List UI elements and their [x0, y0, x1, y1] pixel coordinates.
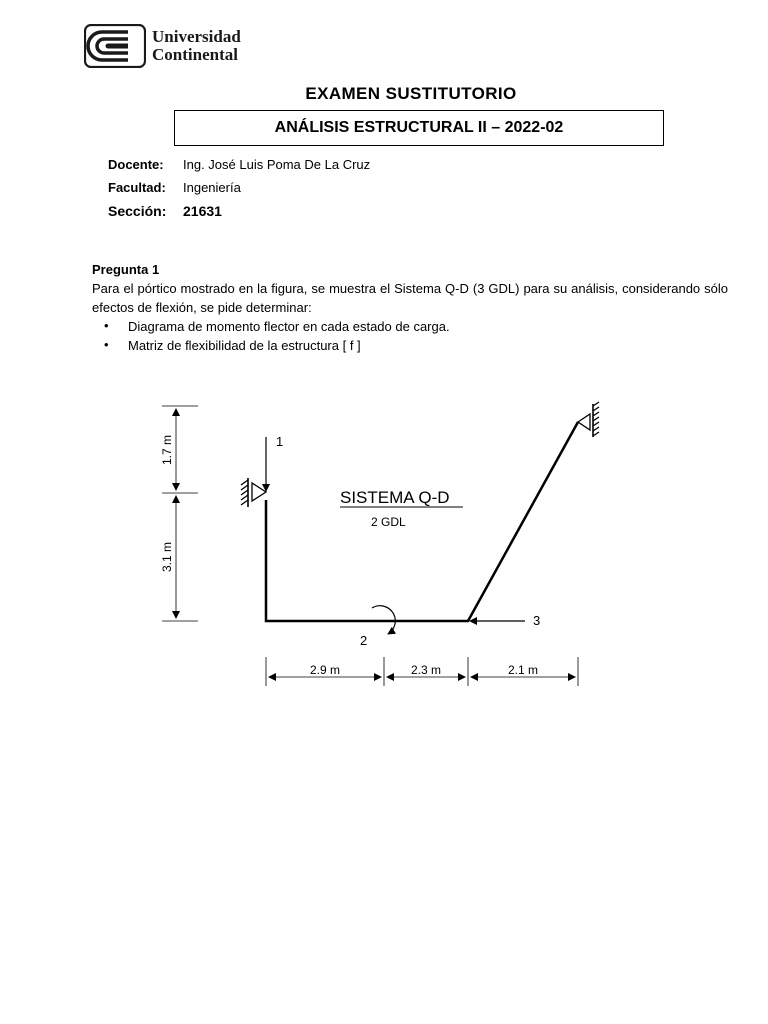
bullet-item: Diagrama de momento flector en cada estado de carga. — [128, 319, 450, 334]
course-title: ANÁLISIS ESTRUCTURAL II – 2022-02 — [274, 119, 564, 136]
dof-2-label: 2 — [360, 633, 368, 648]
dim-horizontal-3: 2.1 m — [507, 663, 539, 677]
frame-members — [266, 422, 578, 621]
dim-horizontal-1: 2.9 m — [309, 663, 341, 677]
exam-title: EXAMEN SUSTITUTORIO — [305, 84, 517, 103]
bullet-icon: • — [104, 337, 109, 352]
docente-label: Docente: — [108, 157, 164, 172]
institution-name-line2: Continental — [152, 45, 238, 64]
question-title: Pregunta 1 — [92, 262, 160, 277]
dim-vertical-bottom: 3.1 m — [160, 541, 174, 573]
facultad-value: Ingeniería — [183, 180, 241, 195]
bullet-item: Matriz de flexibilidad de la estructura [ f ] — [128, 338, 361, 353]
question-text: Para el pórtico mostrado en la figura, se muestra el Sistema Q-D (3 GDL) para su análisis, considerando sólo efectos de flexión, se pide determinar: — [92, 281, 728, 315]
right-pin-support — [578, 402, 599, 437]
system-title: SISTEMA Q-D — [340, 488, 450, 507]
dof-1-label: 1 — [276, 434, 284, 449]
dim-horizontal-2: 2.3 m — [410, 663, 442, 677]
docente-value: Ing. José Luis Poma De La Cruz — [183, 157, 371, 172]
bullet-icon: • — [104, 318, 109, 333]
seccion-label: Sección: — [108, 203, 167, 219]
system-subtitle: 2 GDL — [371, 515, 406, 529]
institution-name-line1: Universidad — [152, 27, 241, 46]
facultad-label: Facultad: — [108, 180, 166, 195]
left-pin-support — [241, 478, 266, 507]
seccion-value: 21631 — [183, 203, 222, 219]
dim-vertical-top: 1.7 m — [160, 434, 174, 466]
dof-3-label: 3 — [533, 613, 541, 628]
